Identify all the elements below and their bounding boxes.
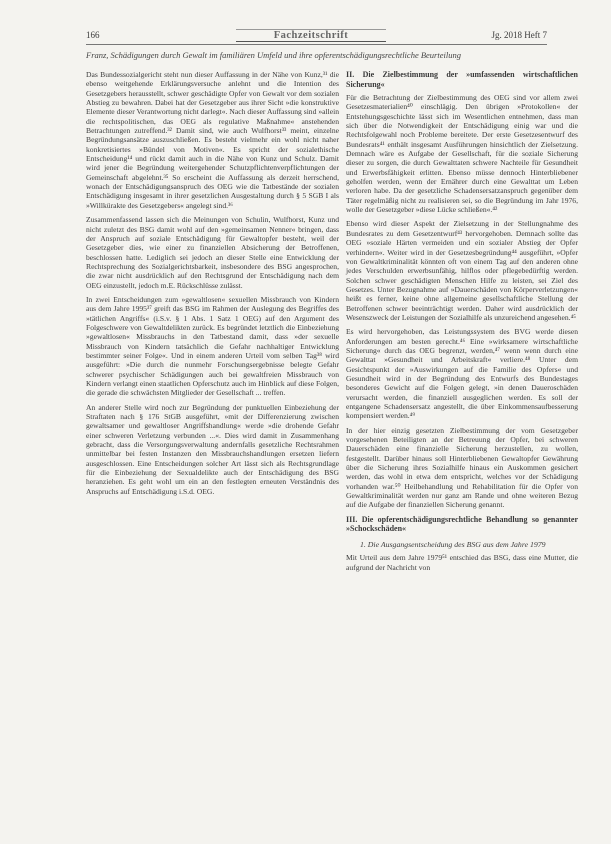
issue-label: Jg. 2018 Heft 7 bbox=[491, 30, 547, 40]
page-number: 166 bbox=[86, 30, 100, 40]
body-paragraph: An anderer Stelle wird noch zur Begründung der punktuellen Einbeziehung der Straftaten nach § 176 StGB ausgeführt, »mit der Differenzierung zwischen gewaltsamer und gewaltloser Angriffshandlung« werde »die drohende Gefahr einer schweren Verletzung verbunden ...«. Dies wird damit in Zusammenhang gebracht, dass die Versorgungsverwaltung andernfalls gesetzliche Rechtsrahmen unmittelbar bei festen Instanzen den Missbrauchshandlungen ersetzen liefern ausgeschlossen. Eine Entscheidungen solcher Art lässt sich als Rechtsgrundlage für die Einbeziehung der Sexualdelikte auch der Entschädigung des BSG heranziehen. Es geht wohl um ein an den festlegten erneuten Verständnis des Anspruchs auf Entschädigung i.S.d. OEG. bbox=[86, 402, 339, 496]
body-paragraph: Zusammenfassend lassen sich die Meinungen von Schulin, Wulfhorst, Kunz und nicht zuletzt des BSG damit wohl auf den »gemeinsamen Nenner« bringen, dass der Anspruch auf soziale Entschädigung für Gewaltopfer besteht, weil der Gesetzgeber dies, wie einer zu finanziellen Absicherung der Betroffenen, beschlossen hatte. Lediglich sei jedoch an dieser Stelle eine Entwicklung der Rechtsprechung des Sozialgerichtsbarkeit, insbesondere des BSG angesprochen, die zwar nicht ausdrücklich auf den Rechtsgrund der Entschädigung nach dem OEG einzustellt, jedoch m.E. Rückschlüsse zulässt. bbox=[86, 215, 339, 290]
right-column bbox=[346, 70, 578, 577]
subsection-heading: 1. Die Ausgangsentscheidung des BSG aus dem Jahre 1979 bbox=[360, 539, 546, 549]
body-paragraph: Das Bundessozialgericht steht nun dieser Auffassung in der Nähe von Kunz,³¹ die ebenso weitgehende Erklärungsversuche anlehnt und die Intention des Gesetzgebers herausstellt, schwer geschädigte Opfer von Gewalt vor dem sozialen Abstieg zu bewahren. Dabei hat der Gesetzgeber aus ihrer Sicht »die konstruktive Elemente dieser Verantwortung nicht darlegt«. Nach dieser Auffassung sind »allein die rechtspolitischen, das OEG als regulative Maßnahme« anstehenden Betrachtungen zutreffend.³² Damit sind, wie auch Wulfhorst³³ meint, einzelne Begründungsansätze auszuschließen. Es besteht vielmehr ein wohl nicht naher konkretisiertes »Bündel von Motiven«. Es spricht der sozialethische Entscheidung¹⁴ und rückt damit auch in die Nähe von Kunz und Schulz. Damit wird jener die Begründung weitergehender Schutzpflichtenverpflichtungen der Gemeinschaft abgelehnt.³⁵ So erscheint die Auffassung als derzeit herrschend, wonach der Entschädigungsanspruch des OEG wie die Tatbestände der sozialen Entschädigung insgesamt in ihrer gesetzlichen Ausgestaltung durch § 5 SGB I als »Willkürakte des Gesetzgebers« angelegt sind.³⁶ bbox=[86, 70, 339, 210]
header-rule bbox=[86, 44, 547, 45]
running-header bbox=[86, 30, 547, 44]
body-paragraph: Ebenso wird dieser Aspekt der Zielsetzung in der Stellungnahme des Bundesrates zu dem Gesetzentwurf⁴³ hervorgehoben. Demnach sollte das OEG »soziale Härten vermeiden und ein sozialer Abstieg der Opfer verhindern«. Weiter wird in der Gesetzesbegründung⁴⁴ ausgeführt, »Opfer von Gewaltkriminalität könnten oft von einem Tag auf den anderen ohne jedes Verschulden erwerbsunfähig, hilflos oder pflegebedürftig werden. Solchen schwer geschädigten Menschen Hilfe zu leisten, sei Ziel des Gesetzes. Unter Bezugnahme auf »Dauerschäden von Körperverletzungen« heißt es ferner, keine ohne allgemeine gesellschaftliche Stellung der Betroffenen schwer beeinträchtigt werden. Daher wird ausdrücklich der Wesenszweck der Leistungen der Sozialhilfe als unzureichend angesehen.⁴⁵ bbox=[346, 219, 578, 322]
section-heading-three: III. Die opferentschädigungsrechtliche Behandlung so genannter »Schockschäden« bbox=[346, 514, 578, 534]
body-paragraph: In zwei Entscheidungen zum »gewaltlosen« sexuellen Missbrauch von Kindern aus dem Jahre 1995³⁷ greift das BSG im Rahmen der Auslegung des Begriffes des »tätlichen Angriffs« (i.S.v. § 1 Abs. 1 Satz 1 OEG) auf den Argument des Folgeschwere von Gewaltdelikten zurück. Es begründet letztlich die Einbeziehung »gewaltlosen« Missbrauchs in den Tatbestand damit, dass »der sexuelle Missbrauch von Kindern tatsächlich die Gefahr nachhaltiger Entwicklung bestimmter seiner Folge«. Und in einem anderen Urteil vom selben Tag³⁸ wird ausgeführt: »Die durch die nunmehr Forschungsergebnisse belegte Gefahr schwerer psychischer Schädigungen auch bei gewaltfreien Missbrauch von Kindern verlangt einen staatlichen Opferschutz auch im Hinblick auf diese Folgen, die gerade die schwächsten Mitglieder der Gesellschaft ... treffen. bbox=[86, 294, 339, 398]
left-column bbox=[86, 70, 339, 501]
body-paragraph: Für die Betrachtung der Zielbestimmung des OEG sind vor allem zwei Gesetzesmaterialien⁴⁰ einschlägig. Den übrigen »Protokollen« der Entstehungsgeschichte lässt sich im Wesentlichen entnehmen, dass man sich über die Notwendigkeit der Entschädigung einig war und die Rechtsfolgewahl noch Probleme bereitete. Der erste Gesetzesentwurf des Bundesrats⁴¹ enthält insgesamt Ausführungen hinsichtlich der Zielsetzung. Demnach wäre es Aufgabe der Gesellschaft, für die soziale Sicherung dieser zu sorgen, die durch Gewalttaten schwere Nachteile für Gesundheit und Erwerbsfähigkeit erlitten. Ebenso müsse dennoch Hinterbliebener geholfen werden, wenn der Ernährer durch eine Gewalttat um Leben verloren habe. Da der gesetzliche Schadensersatzanspruch gegenüber dem Täter regelmäßig nicht zu realisieren sei, so die Begründung im Jahr 1976, wolle der Gesetzgeber »diese Lücke schließen«.⁴² bbox=[346, 93, 578, 215]
body-paragraph: Es wird hervorgehoben, das Leistungssystem des BVG werde diesen Anforderungen am besten gerecht.⁴⁶ Eine »wirksamere wirtschaftliche Sicherung« durch das OEG begrenzt, werden,⁴⁷ wenn wenn durch eine Gewalttat »Gesundheit und Arbeitskraft« verliere.⁴⁸ Unter dem Gesichtspunkt der »Auswirkungen auf die Familie des Opfers« und Gesundheit wird in der Begründung des Entwurfs des Bundestages besonderes Gewicht auf die Folgen gelegt, »in denen Daueroschäden verursacht werden, die finanziell ausgeglichen werden. Es soll der entgangene Schadensersatz angestellt, die über Einkommensaufbesserung kompensiert werden.⁴⁹ bbox=[346, 327, 578, 421]
article-running-title: Franz, Schädigungen durch Gewalt im familiären Umfeld und ihre opferentschädigungsrechtliche Beurteilung bbox=[86, 50, 461, 60]
body-paragraph: Mit Urteil aus dem Jahre 1979⁵¹ entschied das BSG, dass eine Mutter, die aufgrund der Nachricht von bbox=[346, 553, 578, 572]
body-paragraph: In der hier einzig gesetzten Zielbestimmung der vom Gesetzgeber vorgesehenen Beteiligten an der Betreuung der Opfer, bei schweren Dauerschäden eine finanzielle Sicherung herzustellen, zu wollen, festgestellt. Darüber hinaus soll Hinterbliebenen Gewaltopfer Gewährung über die Sicherung ihres Sozialhilfe hinaus ein Auskommen gesichert werden, das wohl in etwa dem entspricht, welches vor der Schädigung vorhanden war.⁵⁰ Heilbehandlung und Rehabilitation für die Opfer von Gewaltkriminalität werden nur ganz am Rande und ohne weiteren Bezug auf die Aufgabe der finanziellen Sicherung genannt. bbox=[346, 425, 578, 510]
section-heading-two: II. Die Zielbestimmung der »umfassenden wirtschaftlichen Sicherung« bbox=[346, 70, 578, 89]
journal-title: Fachzeitschrift bbox=[236, 29, 386, 42]
